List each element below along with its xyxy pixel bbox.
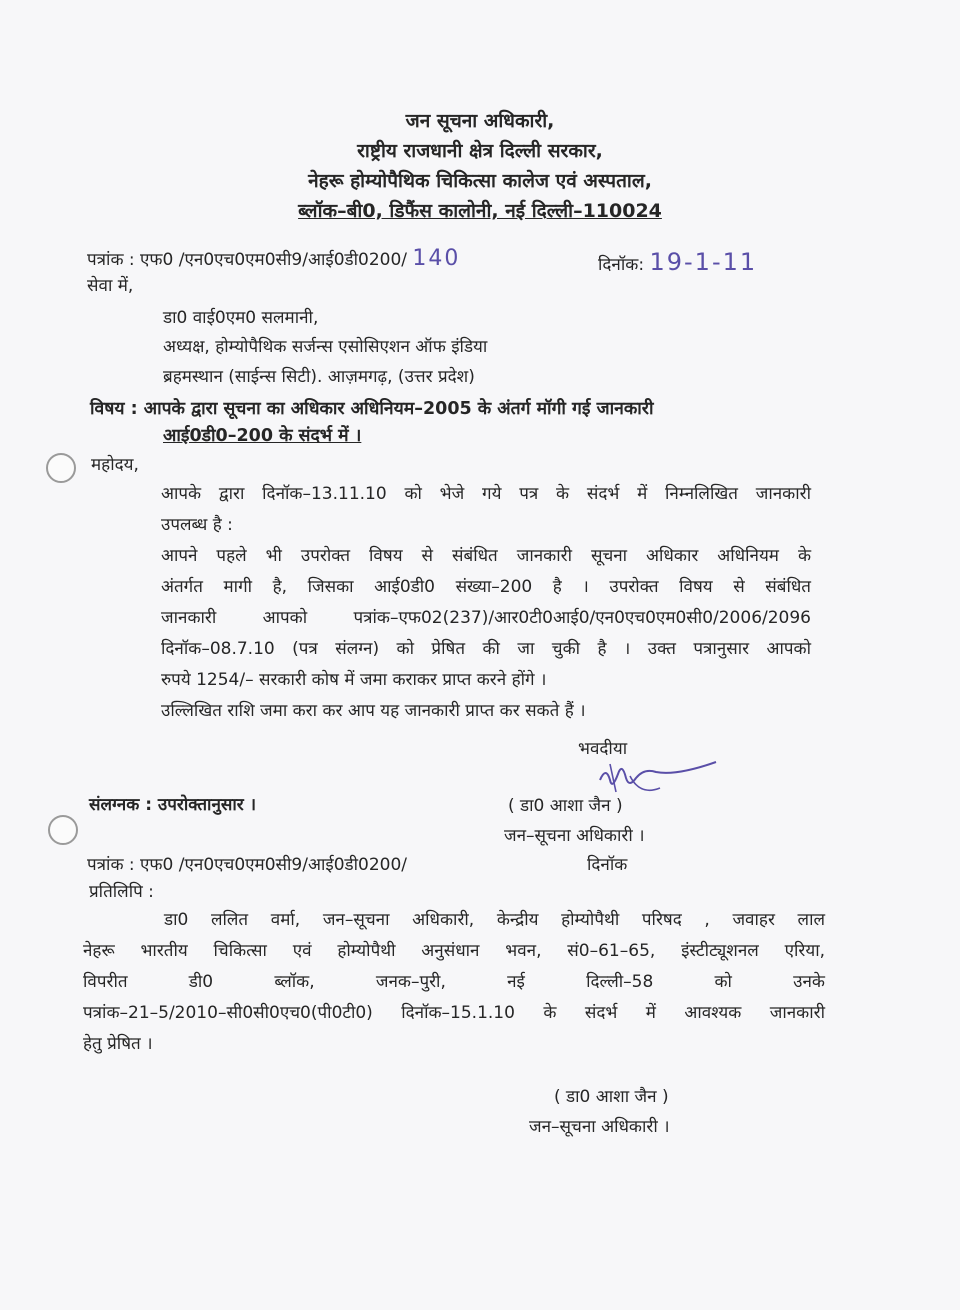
body-line: अंतर्गत मागी है, जिसका आई0डी0 संख्या–200 है । उपरोक्त विषय से संबंधित	[161, 577, 811, 597]
copy-text	[83, 905, 825, 1060]
letterhead-address: ब्लॉक–बी0, डिफैंस कालोनी, नई दिल्ली–110024	[298, 200, 662, 222]
reference-number	[87, 246, 460, 271]
pratilipi-label: प्रतिलिपि :	[89, 882, 154, 902]
copy-date-label: दिनॉक	[587, 855, 628, 875]
copy-signatory-name: ( डा0 आशा जैन )	[554, 1087, 669, 1107]
copy-signatory-designation: जन–सूचना अधिकारी ।	[529, 1117, 670, 1137]
handwritten-letter-number: 140	[412, 246, 461, 271]
reference-date	[598, 248, 757, 276]
body-line: आपने पहले भी उपरोक्त विषय से संबंधित जानकारी सूचना अधिकार अधिनियम के	[161, 546, 811, 566]
body-line: उल्लिखित राशि जमा करा कर आप यह जानकारी प्राप्त कर सकते हैं ।	[161, 701, 586, 721]
copy-line: नेहरू भारतीय चिकित्सा एवं होम्योपैथी अनुसंधान भवन, सं0–61–65, इंस्टीट्यूशनल एरिया,	[83, 941, 825, 961]
copy-reference: पत्रांक : एफ0 /एन0एच0एम0सी9/आई0डी0200/	[87, 855, 408, 875]
seva-mein: सेवा में,	[87, 276, 134, 296]
copy-line: डा0 ललित वर्मा, जन–सूचना अधिकारी, केन्द्रीय होम्योपैथी परिषद , जवाहर लाल	[164, 910, 825, 930]
punch-hole-top	[46, 453, 76, 483]
subject-label: विषय :	[90, 399, 138, 419]
letterhead	[0, 106, 960, 226]
addressee-location: ब्रहमस्थान (साईन्स सिटी). आज़मगढ़, (उत्तर प्रदेश)	[163, 367, 475, 387]
body-line: उपलब्ध है :	[161, 515, 233, 535]
letterhead-line-3: नेहरू होम्योपैथिक चिकित्सा कालेज एवं अस्पताल,	[308, 170, 652, 192]
closing-name: ( डा0 आशा जैन )	[508, 796, 623, 816]
body-line: रुपये 1254/– सरकारी कोष में जमा कराकर प्राप्त करने होंगे ।	[161, 670, 547, 690]
salutation: महोदय,	[91, 455, 139, 475]
letterhead-line-1: जन सूचना अधिकारी,	[405, 110, 555, 132]
copy-line: विपरीत डी0 ब्लॉक, जनक–पुरी, नई दिल्ली–58 को उनके	[83, 972, 825, 992]
letterhead-line-2: राष्ट्रीय राजधानी क्षेत्र दिल्ली सरकार,	[357, 140, 603, 162]
copy-line: पत्रांक–21–5/2010–सी0सी0एच0(पी0टी0) दिनॉक–15.1.10 के संदर्भ में आवश्यक जानकारी	[83, 1003, 825, 1023]
body-line: जानकारी आपको पत्रांक–एफ02(237)/आर0टी0आई0/एन0एच0एम0सी0/2006/2096	[161, 608, 811, 628]
body-line: आपके द्वारा दिनॉक–13.11.10 को भेजे गये पत्र के संदर्भ में निम्नलिखित जानकारी	[161, 484, 811, 504]
reference-label: पत्रांक : एफ0 /एन0एच0एम0सी9/आई0डी0200/	[87, 250, 408, 270]
enclosure: संलग्नक : उपरोक्तानुसार ।	[89, 795, 257, 815]
subject-line-1: विषय : आपके द्वारा सूचना का अधिकार अधिनियम–2005 के अंतर्ग मॉगी गई जानकारी	[90, 399, 654, 419]
addressee-name: डा0 वाई0एम0 सलमानी,	[163, 308, 319, 328]
body-text	[161, 479, 811, 727]
body-line: दिनॉक–08.7.10 (पत्र संलग्न) को प्रेषित की जा चुकी है । उक्त पत्रानुसार आपको	[161, 639, 811, 659]
handwritten-date: 19-1-11	[649, 248, 758, 276]
addressee-designation: अध्यक्ष, होम्योपैथिक सर्जन्स एसोसिएशन ऑफ इंडिया	[163, 337, 488, 357]
closing-bhavdiya: भवदीया	[578, 739, 628, 759]
closing-designation: जन–सूचना अधिकारी ।	[504, 826, 645, 846]
subject-line-2: आई0डी0–200 के संदर्भ में ।	[163, 426, 362, 446]
date-label: दिनॉक:	[598, 255, 645, 275]
copy-line: हेतु प्रेषित ।	[83, 1034, 153, 1054]
punch-hole-bottom	[48, 815, 78, 845]
